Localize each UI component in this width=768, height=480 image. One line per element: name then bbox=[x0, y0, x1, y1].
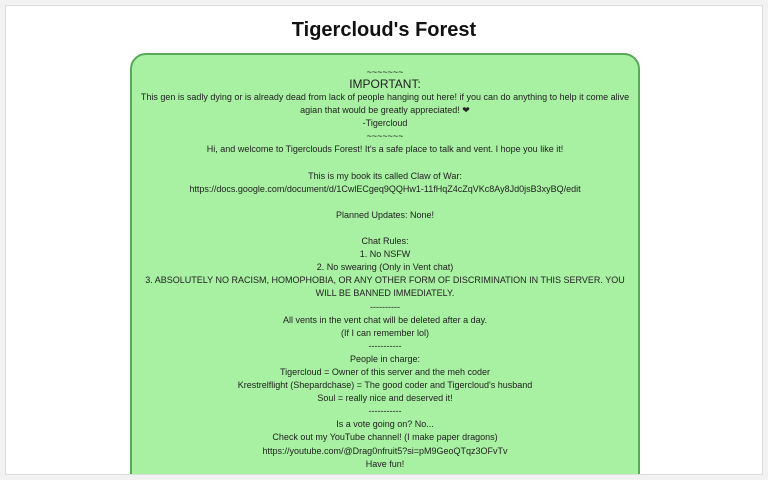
blank-line bbox=[140, 156, 630, 169]
vent-notice-aside: (If I can remember lol) bbox=[340, 327, 430, 338]
book-link[interactable]: https://docs.google.com/document/d/1CwlECgeq9QQHw1-11fHqZ4cZqVKc8Ay8Jd0jsB3xyBQ/edit bbox=[189, 183, 581, 194]
book-intro-text: This is my book its called Claw of War: bbox=[308, 170, 462, 181]
blank-line bbox=[140, 222, 630, 235]
separator-line: ----------- bbox=[368, 340, 402, 351]
separator-line: ---------- bbox=[370, 301, 400, 312]
staff-item: Krestrelflight (Shepardchase) = The good coder and Tigercloud's husband bbox=[237, 380, 533, 391]
blank-line bbox=[140, 196, 630, 209]
vote-status-text: Is a vote going on? No... bbox=[336, 419, 434, 430]
rule-item: 3. ABSOLUTELY NO RACISM, HOMOPHOBIA, OR ANY OTHER FORM OF DISCRIMINATION IN THIS SERVER. YOU WILL BE BANNED IMMEDIATELY. bbox=[145, 275, 628, 299]
notice-text: This gen is sadly dying or is already dead from lack of people hanging out here! if you can do anything to help it come alive agian that would be greatly appreciated! ❤ bbox=[140, 92, 632, 116]
page-title: Tigercloud's Forest bbox=[291, 19, 477, 41]
planned-updates-text: Planned Updates: None! bbox=[335, 209, 435, 220]
important-heading: IMPORTANT: bbox=[349, 77, 421, 91]
youtube-promo-text: Check out my YouTube channel! (I make paper dragons) bbox=[272, 432, 498, 443]
vent-notice-text: All vents in the vent chat will be deleted after a day. bbox=[283, 314, 487, 325]
rule-item: 2. No swearing (Only in Vent chat) bbox=[316, 262, 454, 273]
staff-item: Soul = really nice and deserved it! bbox=[317, 393, 453, 404]
staff-item: Tigercloud = Owner of this server and the meh coder bbox=[279, 366, 491, 377]
rule-item: 1. No NSFW bbox=[359, 249, 411, 260]
description-card bbox=[130, 53, 640, 475]
closing-text: Have fun! bbox=[365, 458, 405, 469]
separator-line: ~~~~~~~ bbox=[366, 67, 404, 77]
separator-line: ----------- bbox=[368, 406, 402, 417]
staff-heading: People in charge: bbox=[349, 353, 421, 364]
youtube-link[interactable]: https://youtube.com/@Drag0nfruit5?si=pM9GeoQTqz3OFvTv bbox=[262, 445, 508, 456]
separator-line: ~~~~~~~ bbox=[366, 131, 404, 142]
notice-signature: -Tigercloud bbox=[362, 118, 408, 129]
chat-rules-heading: Chat Rules: bbox=[361, 236, 409, 247]
welcome-text: Hi, and welcome to Tigerclouds Forest! It's a safe place to talk and vent. I hope you like it! bbox=[206, 144, 564, 155]
page-container bbox=[5, 5, 763, 475]
